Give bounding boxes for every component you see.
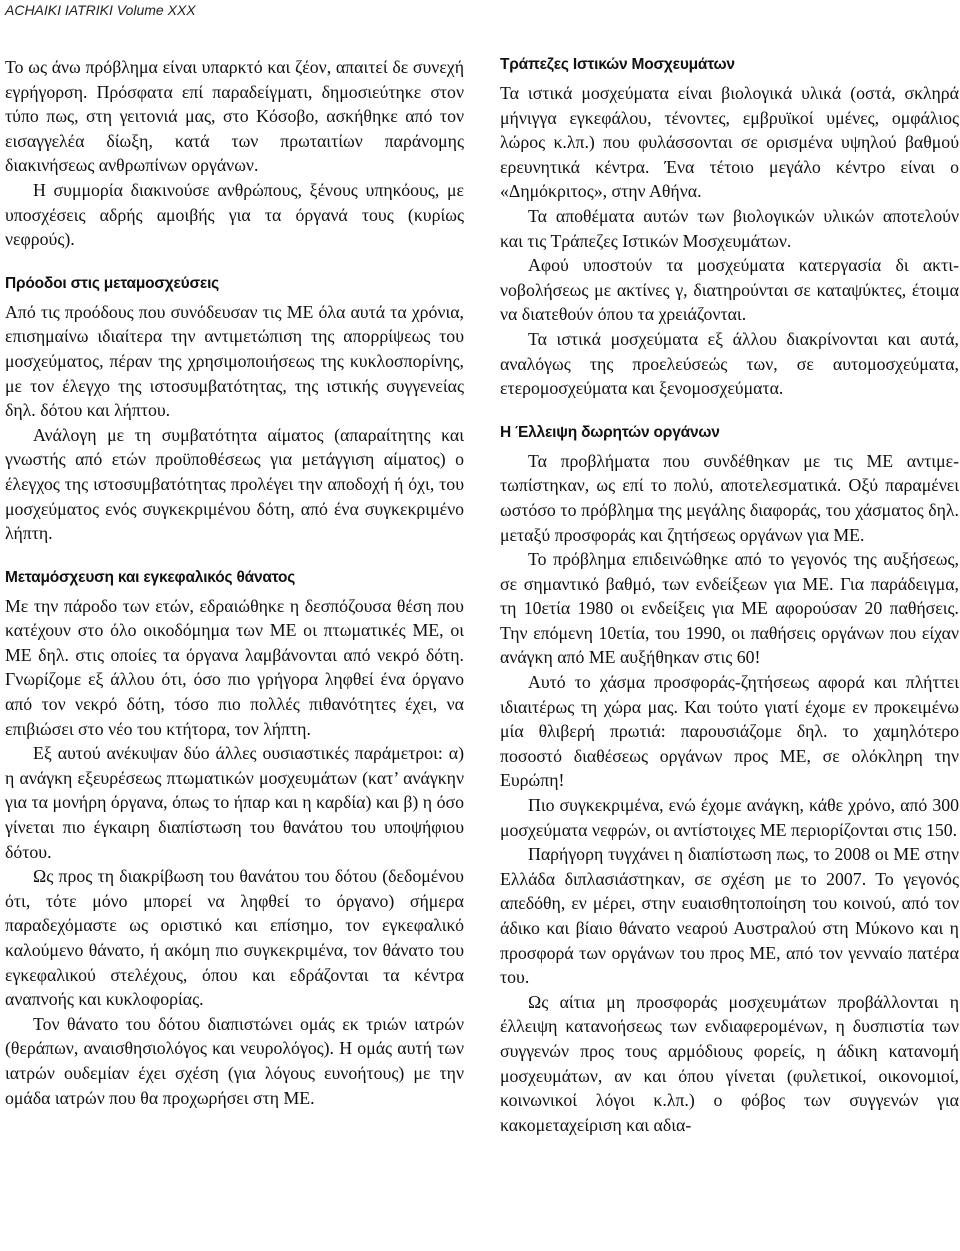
paragraph: Πιο συγκεκριμένα, ενώ έχομε ανάγκη, κάθε χρόνο, από 300 μοσχεύματα νεφρών, οι αντίστοιχες ΜΕ περιορίζονται στις 150. [500, 795, 959, 840]
paragraph: Τα αποθέματα αυτών των βιολογικών υλικών αποτελούν και τις Τράπεζες Ιστικών Μοσχευμάτων. [500, 205, 959, 251]
section-heading-transplant-death: Μεταμόσχευση και εγκεφαλικός θάνατος [5, 568, 296, 586]
section-heading-tissue-banks: Τράπεζες Ιστικών Μοσχευμάτων [500, 56, 735, 73]
running-head: ACHAIKI IATRIKI Volume XXX [5, 2, 196, 18]
paragraph: Ως αίτια μη προσφοράς μοσχευμάτων προβάλλονται η έλλειψη κατανοήσεως των ενδιαφερομένων, η δυσπιστία των συγγενών προς τους αρμόδιους φορείς, η άδικη κατανομή μοσχευμάτων, αν και όπου γίνεται (φυλετικοί, οικονομιοί, κοινωνικοί λόγοι κ.λπ.) ο φόβος των συγγενών για κακομεταχείριση και αδια- [500, 991, 959, 1135]
paragraph: Τον θάνατο του δότου διαπιστώνει ομάς εκ τριών ιατρών (θεράπων, αναισθησιολόγος και νευρολόγος). Η ομάς αυτή των ιατρών ουδεμίαν έχει σχέση (για λόγους ευνοήτους) με την ομάδα ιατρών που θα προχωρήσει στη ΜΕ. [5, 1013, 464, 1108]
paragraph: Ως προς τη διακρίβωση του θανάτου του δότου (δεδομένου ότι, τότε μόνο μπορεί να ληφθεί το όργανο) σήμερα παραδεχόμαστε ως οριστικό και επίσημο, τον εγκεφαλικό καλούμενο θάνατο, ή ακόμη πιο συγκεκριμένα, τον θάνατο του εγκεφαλικού στελέχους, όπου και εδράζονται τα κέντρα αναπνοής και κυκλοφορίας. [5, 866, 464, 1010]
right-column [500, 55, 959, 1137]
paragraph: Τα προβλήματα που συνδέθηκαν με τις ΜΕ αντιμετωπίστηκαν, ως επί το πολύ, αποτελεσματικά. Οξύ παραμένει ωστόσο το πρόβλημα της μεγάλης διαφοράς, του χάσματος δηλ. μεταξύ προσφοράς και ζητήσεως οργάνων για ΜΕ. [500, 450, 959, 545]
paragraph: Το ως άνω πρόβλημα είναι υπαρκτό και ζέον, απαιτεί δε συνεχή εγρήγορση. Πρόσφατα επί παραδείγματι, δημοσιεύτηκε στον τύπο πως, στη γειτονιά μας, στο Κόσοβο, ασκήθηκε από τον εισαγγελέα δίωξη, κατά των πρωταιτίων παράνομης διακινήσεως ανθρωπίνων οργάνων. [5, 57, 464, 176]
paragraph: Εξ αυτού ανέκυψαν δύο άλλες ουσιαστικές παράμετροι: α) η ανάγκη εξευρέσεως πτωματικών μοσχευμάτων (κατ’ ανάγκην για τα μονήρη όργανα, όπως το ήπαρ και η καρδία) και β) η όσο γίνεται πιο έγκαιρη διαπίστωση του θανάτου του υποψήφιου δότου. [5, 743, 464, 862]
paragraph: Από τις προόδους που συνόδευσαν τις ΜΕ όλα αυτά τα χρόνια, επισημαίνω ιδιαίτερα την αντιμετώπιση της απορρίψεως του μοσχεύματος, πέραν της χρησιμοποιήσεως της κυκλοσπορίνης, με τον έλεγχο της ιστοσυμβατότητας, της ιστικής συγγενείας δηλ. δότου και λήπτου. [5, 301, 464, 421]
paragraph: Αυτό το χάσμα προσφοράς-ζητήσεως αφορά και πλήττει ιδιαιτέρως τη χώρα μας. Και τούτο γιατί έχομε εν προκειμένω μία θλιβερή πρωτιά: παρουσιάζομε δηλ. το χαμηλότερο ποσοστό διαθέσεως οργάνων προς ΜΕ, σε ολόκληρη την Ευρώπη! [500, 672, 959, 791]
paragraph: Αφού υποστούν τα μοσχεύματα κατεργασία δι ακτινοβολήσεως με ακτίνες γ, διατηρούνται σε καταψύκτες, έτοιμα να διατεθούν όπου τα χρειάζονται. [500, 255, 959, 325]
paragraph: Ανάλογη με τη συμβατότητα αίματος (απαραίτητης και γνωστής από ετών προϋποθέσεως για μετάγγιση αίματος) ο έλεγχος της ιστοσυμβατότητας προλέγει την αποδοχή ή όχι, του μοσχεύματος ενός συγκεκριμένου δότη, από ένα συγκεκριμένο λήπτη. [5, 424, 464, 544]
left-column [5, 55, 464, 1110]
paragraph: Τα ιστικά μοσχεύματα εξ άλλου διακρίνονται και αυτά, αναλόγως της προελεύσεώς των, σε αυτομοσχεύματα, ετερομοσχεύματα και ξενομοσχεύματα. [500, 328, 959, 399]
paragraph: Το πρόβλημα επιδεινώθηκε από το γεγονός της αυξήσεως, σε σημαντικό βαθμό, των ενδείξεων για ΜΕ. Για παράδειγμα, τη 10ετία 1980 οι ενδείξεις για ΜΕ αφορούσαν 20 παθήσεις. Την επόμενη 10ετία, του 1990, οι παθήσεις οργάνων που είχαν ανάγκη από ΜΕ αυξήθηκαν στις 60! [500, 549, 959, 668]
paragraph: Η συμμορία διακινούσε ανθρώπους, ξένους υπηκόους, με υποσχέσεις αδρής αμοιβής για τα όργανά τους (κυρίως νεφρούς). [5, 179, 464, 250]
section-heading-donor-shortage: Η Έλλειψη δωρητών οργάνων [500, 423, 720, 441]
paragraph: Παρήγορη τυγχάνει η διαπίστωση πως, το 2008 οι ΜΕ στην Ελλάδα διπλασιάστηκαν, σε σχέση με το 2007. Το γεγονός απεδόθη, εν μέρει, στην ευαισθητοποίηση του κοινού, από τον άδικο και βίαιο θάνατο νεαρού Αυστραλού στη Μύκονο και η προσφορά των οργάνων του προς ΜΕ, από τον γενναίο πατέρα του. [500, 844, 959, 988]
paragraph: Τα ιστικά μοσχεύματα είναι βιολογικά υλικά (οστά, σκληρά μήνιγγα εγκεφάλου, τένοντες, εμβρυϊκοί υμένες, ομφάλιος λώρος κ.λπ.) που φυλάσσονται σε ορισμένα υψηλού βαθμού ερευνητικά κέντρα. Ένα τέτοιο μεγάλο κέντρο είναι ο «Δημόκριτος», στην Αθήνα. [500, 83, 959, 202]
paragraph: Με την πάροδο των ετών, εδραιώθηκε η δεσπόζουσα θέση που κατέχουν στο όλο οικοδόμημα των ΜΕ οι πτωματικές ΜΕ, οι ΜΕ δηλ. στις οποίες τα όργανα λαμβάνονται από νεκρό δότη. Γνωρίζομε εξ άλλου ότι, όσο πιο γρήγορα ληφθεί ένα όργανο από τον νεκρό δότη, τόσο πιο πολλές πιθανότητες έχει, να επιβιώσει στο νέο του κτήτορα, τον λήπτη. [5, 595, 464, 739]
section-heading-progress: Πρόοδοι στις μεταμοσχεύσεις [5, 274, 220, 292]
